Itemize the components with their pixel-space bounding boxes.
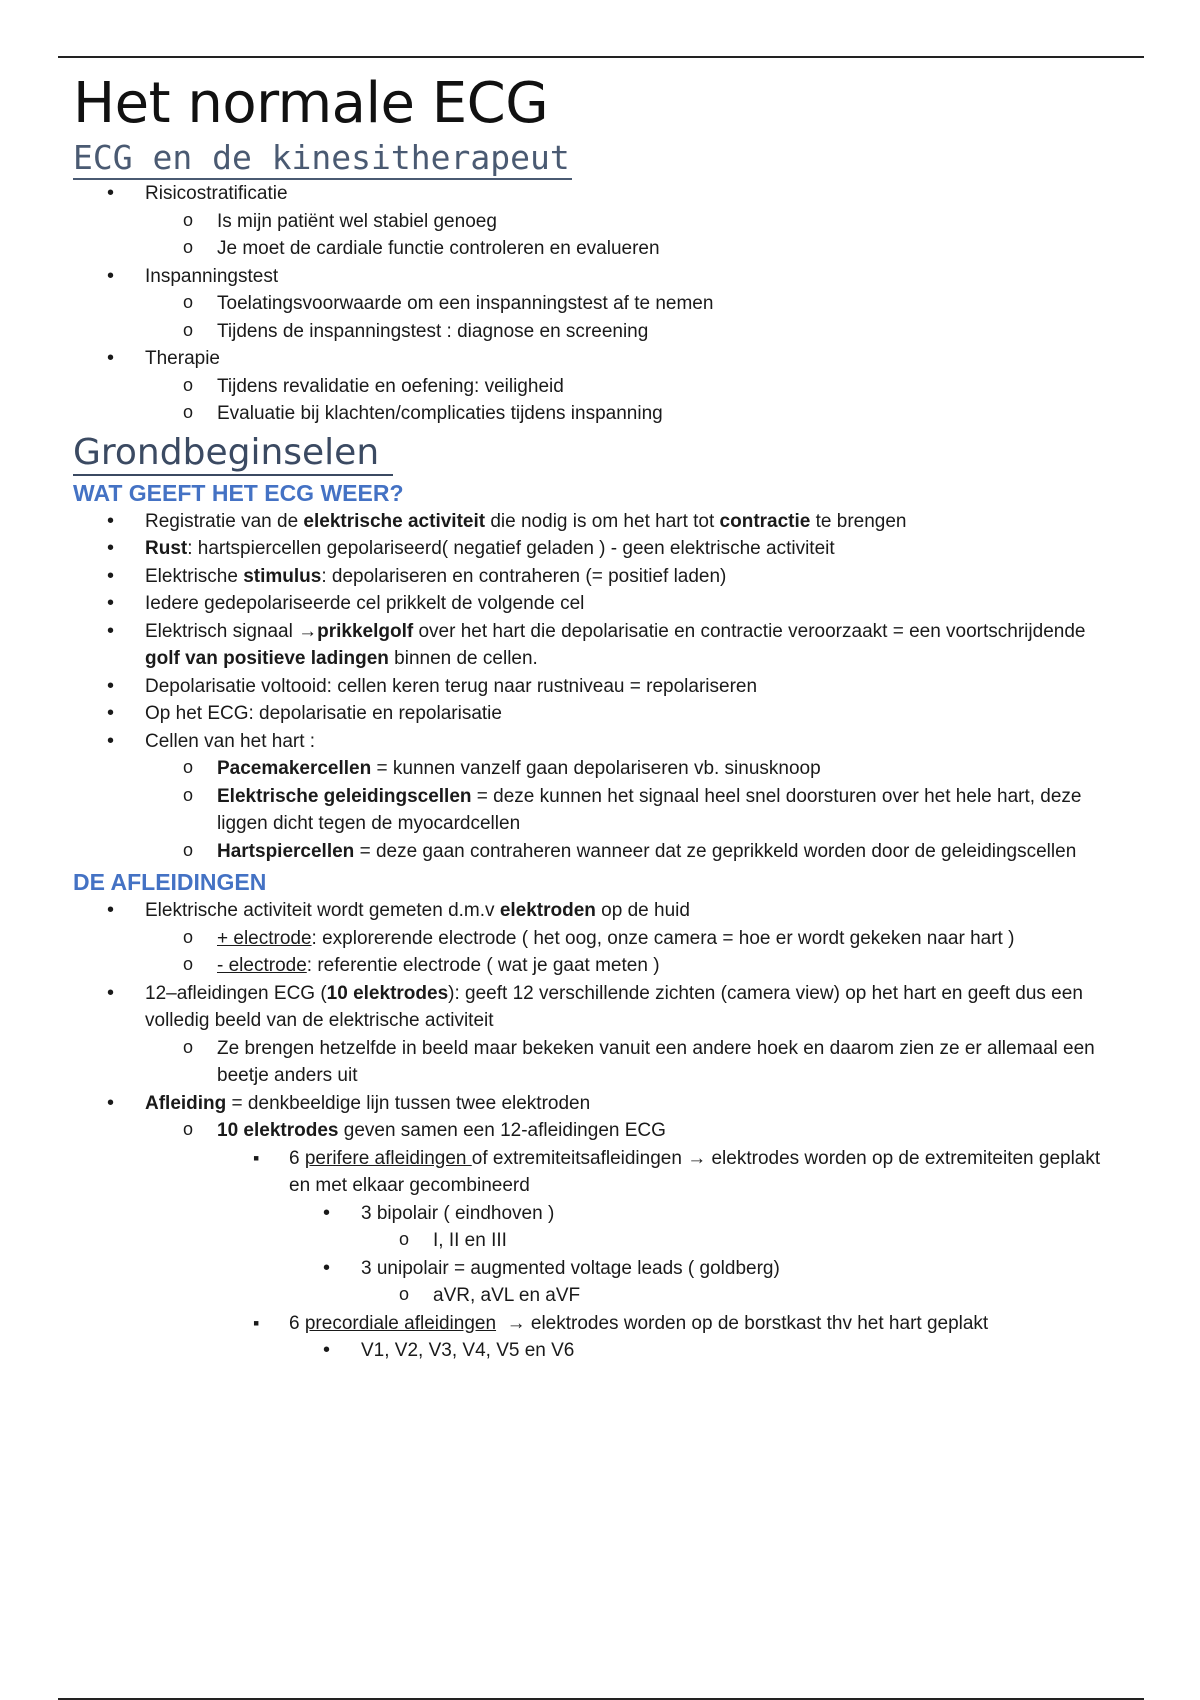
arrow-icon: → (298, 620, 318, 642)
sub-list (145, 290, 1123, 345)
page-title: Het normale ECG (73, 71, 549, 136)
bold-text: golf van positieve ladingen (145, 648, 389, 669)
list-item (73, 508, 1123, 536)
text: die nodig is om het hart tot (485, 510, 720, 532)
bold-text: stimulus (243, 565, 322, 587)
list-item (73, 618, 1123, 673)
underlined-text: perifere afleidingen (304, 1147, 472, 1169)
sub-list-item (145, 783, 1123, 838)
text: Registratie van de (145, 510, 304, 532)
cells-list (145, 755, 1123, 865)
leads-list (73, 897, 1123, 1365)
sub-list-item: o Ze brengen hetzelfde in beeld maar bekeken vanuit een andere hoek en daarom zien ze er allemaal een beetje anders uit (145, 1035, 1123, 1090)
sub-list-item (145, 838, 1123, 866)
text: : referentie electrode ( wat je gaat meten ) (306, 955, 660, 976)
text: = kunnen vanzelf gaan depolariseren vb. sinusknoop (371, 758, 821, 779)
sub-list-item: o Is mijn patiënt wel stabiel genoeg (145, 208, 1123, 236)
list-item (73, 563, 1123, 591)
text: elektrodes worden op de borstkast thv het hart geplakt (525, 1312, 989, 1334)
list-item (73, 897, 1123, 980)
section-heading-grondbeginselen: Grondbeginselen (73, 432, 393, 476)
bold-text: Rust (145, 538, 188, 559)
sub-list-item (145, 952, 1123, 980)
text: 6 (289, 1147, 305, 1169)
text: 12–afleidingen ECG ( (145, 982, 327, 1004)
precordial-list (289, 1337, 1123, 1365)
sub-list-item: o Tijdens de inspanningstest : diagnose en screening (145, 318, 1123, 346)
bold-text: contractie (719, 510, 811, 532)
bold-text: Pacemakercellen (217, 758, 372, 779)
text: : explorerende electrode ( het oog, onze camera = hoe er wordt gekeken naar hart ) (311, 927, 1015, 949)
lead-groups-list (217, 1145, 1123, 1365)
underlined-text: - electrode (217, 955, 307, 976)
basics-list (73, 508, 1123, 866)
list-item: • Depolarisatie voltooid: cellen keren terug naar rustniveau = repolariseren (73, 673, 1123, 701)
list-item: • Op het ECG: depolarisatie en repolarisatie (73, 700, 1123, 728)
lead-type-item: • V1, V2, V3, V4, V5 en V6 (289, 1337, 1123, 1365)
list-item (73, 263, 1123, 346)
text: ): geeft 12 verschillende zichten (camera view) op het hart en geeft dus een volledig beeld van de elektrische activiteit (145, 982, 1083, 1031)
bold-text: prikkelgolf (317, 620, 414, 642)
text: Elektrische (145, 565, 244, 587)
sub-list-item (145, 1117, 1123, 1365)
underlined-text: + electrode (217, 927, 312, 949)
sub-list-item (145, 755, 1123, 783)
text: elektrodes worden op de extremiteiten geplakt en met elkaar gecombineerd (289, 1147, 1101, 1196)
lead-group-item (217, 1310, 1123, 1365)
text: Elektrische activiteit wordt gemeten d.m.v (145, 900, 500, 921)
text: 3 bipolair ( eindhoven ) (361, 1202, 555, 1224)
list-item (73, 980, 1123, 1090)
arrow-icon: → (506, 1312, 526, 1334)
subheading-wat-geeft: WAT GEEFT HET ECG WEER? (73, 479, 404, 506)
text: = denkbeeldige lijn tussen twee elektroden (226, 1092, 591, 1114)
lead-type-item (289, 1200, 1123, 1255)
text: over het hart die depolarisatie en contractie veroorzaakt = een voortschrijdende (413, 620, 1086, 642)
list-item-label: Therapie (145, 348, 220, 369)
text: 6 (289, 1312, 305, 1334)
text: = deze kunnen het signaal heel snel doorsturen over het hele hart, deze liggen dicht tegen de myocardcellen (217, 785, 1082, 834)
sub-list-item: o Tijdens revalidatie en oefening: veiligheid (145, 373, 1123, 401)
sub-list-item: o Je moet de cardiale functie controleren en evalueren (145, 235, 1123, 263)
bold-text: 10 elektrodes (326, 982, 449, 1004)
section-heading-ecg-kine: ECG en de kinesitherapeut (73, 138, 572, 180)
bold-text: Elektrische geleidingscellen (217, 785, 472, 807)
text: : hartspiercellen gepolariseerd( negatief geladen ) - geen elektrische activiteit (187, 538, 835, 559)
text: : depolariseren en contraheren (= positief laden) (321, 565, 727, 587)
sub-list (145, 208, 1123, 263)
sub-list-item: o Evaluatie bij klachten/complicaties tijdens inspanning (145, 400, 1123, 428)
list-item: • Iedere gedepolariseerde cel prikkelt de volgende cel (73, 590, 1123, 618)
text: Elektrisch signaal (145, 620, 299, 642)
text: Cellen van het hart : (145, 730, 316, 752)
bold-text: elektrische activiteit (303, 510, 486, 532)
list-item-label: Risicostratificatie (145, 183, 288, 204)
sub-list-item: o I, II en III (361, 1227, 1123, 1255)
sub-list-item: o Toelatingsvoorwaarde om een inspanningstest af te nemen (145, 290, 1123, 318)
sub-list-item (145, 925, 1123, 953)
text: of extremiteitsafleidingen (471, 1147, 688, 1169)
list-item (73, 1090, 1123, 1365)
lead-group-item (217, 1145, 1123, 1310)
bold-text: Afleiding (145, 1092, 227, 1114)
peripheral-list (289, 1200, 1123, 1310)
document-body (73, 70, 1123, 1365)
text: op de huid (595, 900, 690, 921)
underlined-text: precordiale afleidingen (304, 1312, 497, 1334)
top-rule (58, 56, 1144, 58)
subheading-afleidingen: DE AFLEIDINGEN (73, 869, 267, 895)
sub-list-item: o aVR, aVL en aVF (361, 1282, 1123, 1310)
electrodes-list (145, 925, 1123, 980)
sub-list (361, 1227, 1123, 1255)
bold-text: Hartspiercellen (217, 840, 355, 862)
text: geven samen een 12-afleidingen ECG (338, 1120, 666, 1141)
text: binnen de cellen. (388, 648, 538, 669)
bold-text: 10 elektrodes (217, 1120, 339, 1141)
section1-list (73, 180, 1123, 428)
lead-type-item (289, 1255, 1123, 1310)
sub-list (145, 373, 1123, 428)
bold-text: elektroden (499, 900, 596, 921)
list-item (73, 535, 1123, 563)
list-item (73, 345, 1123, 428)
list-item (73, 728, 1123, 866)
list-item (73, 180, 1123, 263)
list-item-label: Inspanningstest (145, 265, 279, 287)
sub-list (361, 1282, 1123, 1310)
sub-list (145, 1035, 1123, 1090)
text: 3 unipolair = augmented voltage leads ( goldberg) (361, 1257, 780, 1279)
text: te brengen (810, 510, 907, 532)
text: = deze gaan contraheren wanneer dat ze geprikkeld worden door de geleidingscellen (354, 840, 1077, 862)
arrow-icon: → (687, 1147, 707, 1169)
sub-list (145, 1117, 1123, 1365)
